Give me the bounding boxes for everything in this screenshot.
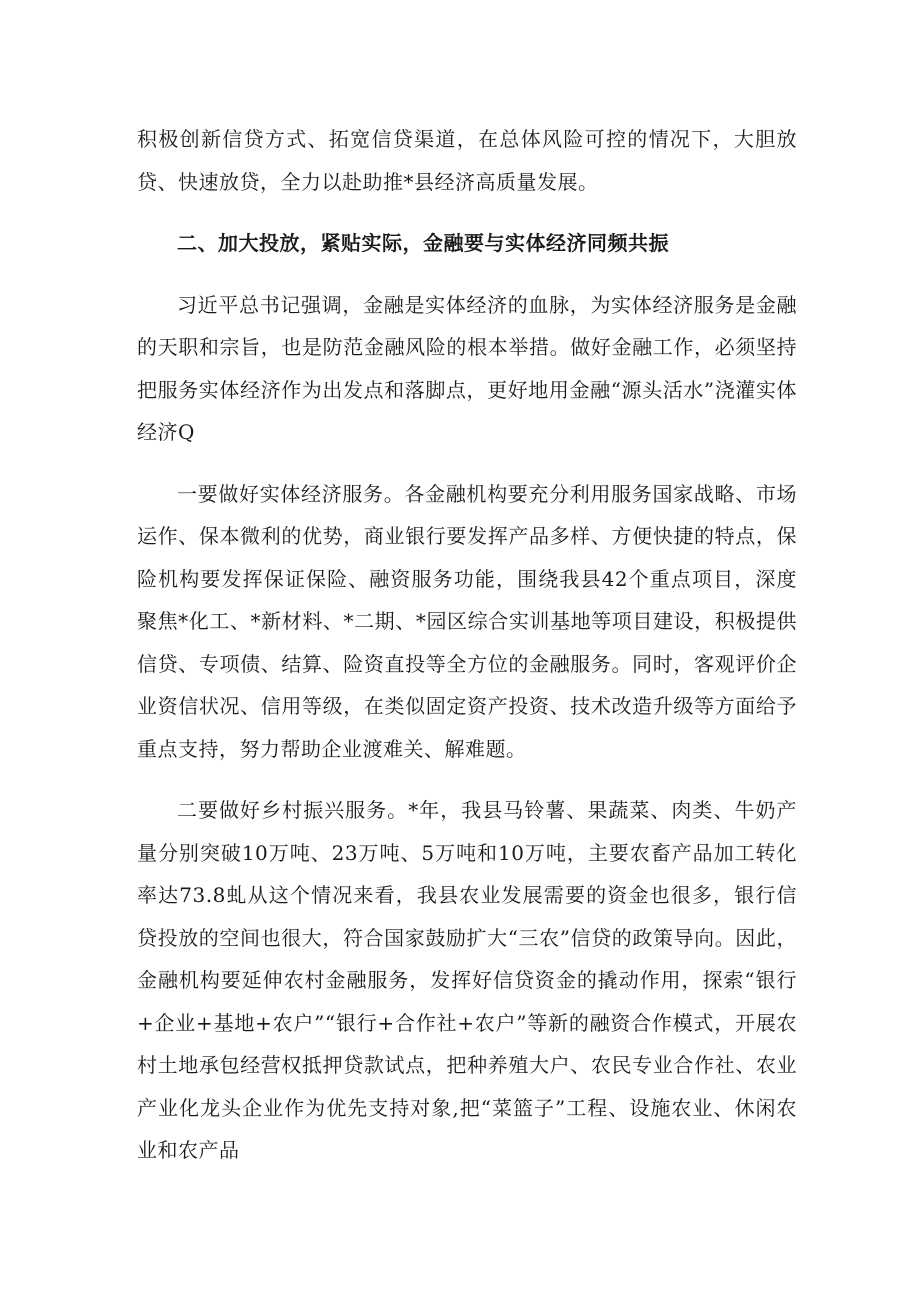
- spacer: [137, 454, 797, 473]
- paragraph-intro: 习近平总书记强调，金融是实体经济的血脉，为实体经济服务是金融的天职和宗旨，也是防范金融风险的根本举措。做好金融工作，必须坚持把服务实体经济作为出发点和落脚点，更好地用金融“源头活水”浇灌实体经济Q: [137, 292, 797, 444]
- paragraph-real-economy: 一要做好实体经济服务。各金融机构要充分利用服务国家战略、市场运作、保本微利的优势，商业银行要发挥产品多样、方便快捷的特点，保险机构要发挥保证保险、融资服务功能，围绕我县42个重点项目，深度聚焦*化工、*新材料、*二期、*园区综合实训基地等项目建设，积极提供信贷、专项债、结算、险资直投等全方位的金融服务。同时，客观评价企业资信状况、信用等级，在类似固定资产投资、技术改造升级等方面给予重点支持，努力帮助企业渡难关、解难题。: [137, 481, 797, 761]
- paragraph-rural-revitalization: 二要做好乡村振兴服务。*年，我县马铃薯、果蔬菜、肉类、牛奶产量分别突破10万吨、23万吨、5万吨和10万吨，主要农畜产品加工转化率达73.8虬从这个情况来看，我县农业发展需要的资金也很多，银行信贷投放的空间也很大，符合国家鼓励扩大“三农”信贷的政策导向。因此，金融机构要延伸农村金融服务，发挥好信贷资金的撬动作用，探索“银行+企业+基地+农户”“银行+合作社+农户”等新的融资合作模式，开展农村土地承包经营权抵押贷款试点，把种养殖大户、农民专业合作社、农业产业化龙头企业作为优先支持对象,把“菜篮子”工程、设施农业、休闲农业和农产品: [137, 798, 797, 1162]
- paragraph-continuation: 积极创新信贷方式、拓宽信贷渠道，在总体风险可控的情况下，大胆放贷、快速放贷，全力以赴助推*县经济高质量发展。: [137, 127, 797, 194]
- spacer: [137, 770, 797, 789]
- spacer: [137, 203, 797, 222]
- section-heading: 二、加大投放，紧贴实际，金融要与实体经济同频共振: [177, 231, 669, 255]
- document-page: [137, 118, 797, 1172]
- spacer: [137, 265, 797, 284]
